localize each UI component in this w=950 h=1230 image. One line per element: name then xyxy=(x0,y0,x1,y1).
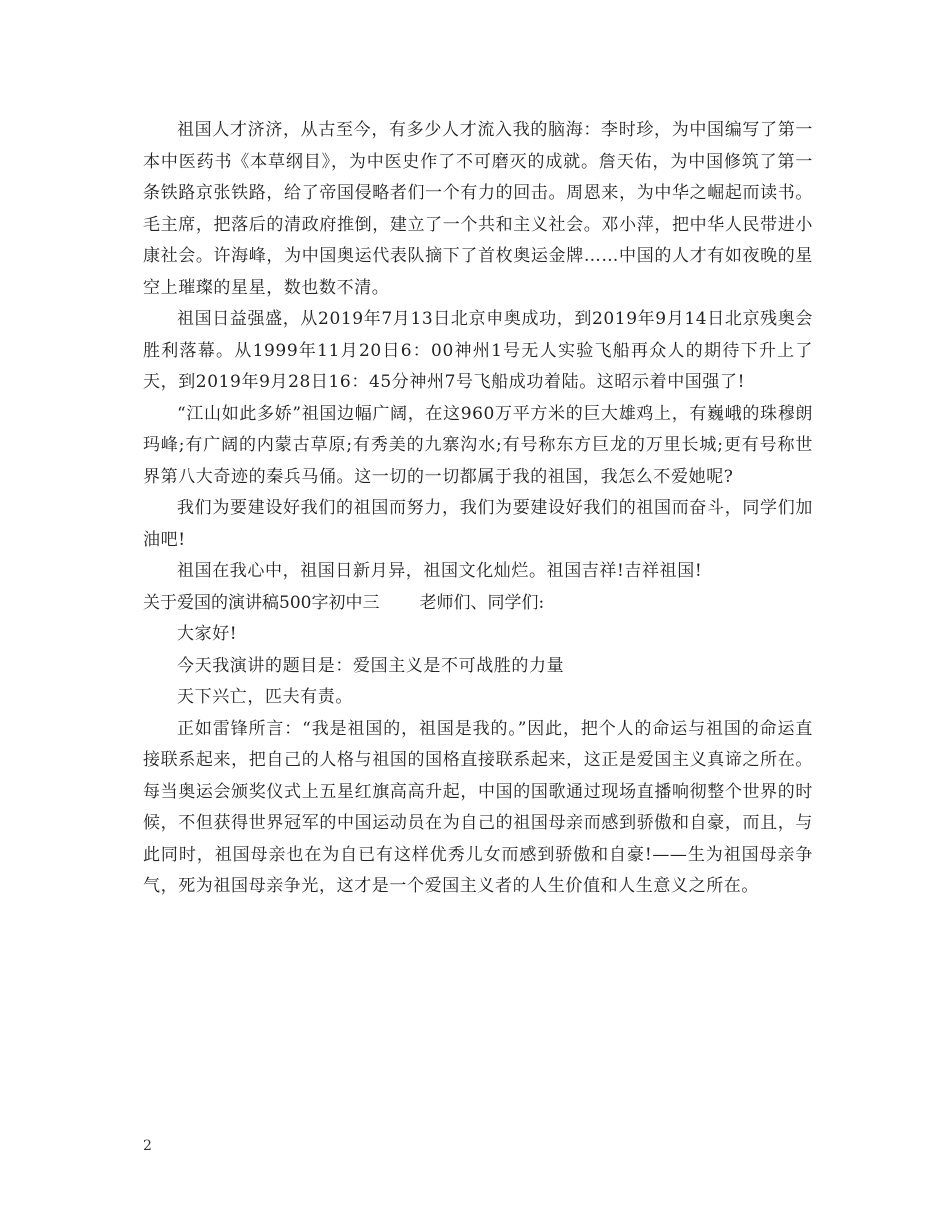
speech-salutation: 老师们、同学们: xyxy=(419,592,545,613)
document-body xyxy=(143,115,813,903)
speech-title: 关于爱国的演讲稿500字初中三 xyxy=(143,592,380,613)
paragraph-leifeng: 正如雷锋所言：“我是祖国的，祖国是我的。”因此，把个人的命运与祖国的命运直接联系起来，把自己的人格与祖国的国格直接联系起来，这正是爱国主义真谛之所在。每当奥运会颁奖仪式上五星红旗高高升起，中国的国歌通过现场直播响彻整个世界的时候，不但获得世界冠军的中国运动员在为自己的祖国母亲而感到骄傲和自豪，而且，与此同时，祖国母亲也在为自已有这样优秀儿女而感到骄傲和自豪!——生为祖国母亲争气，死为祖国母亲争光，这才是一个爱国主义者的人生价值和人生意义之所在。 xyxy=(143,718,813,896)
paragraph-greeting: 大家好! xyxy=(177,624,238,644)
speech-heading-line xyxy=(143,588,813,620)
paragraph-topic: 今天我演讲的题目是：爱国主义是不可战胜的力量 xyxy=(177,655,565,676)
paragraph-proverb: 天下兴亡，匹夫有责。 xyxy=(177,687,353,707)
paragraph-talents: 祖国人才济济，从古至今，有多少人才流入我的脑海：李时珍，为中国编写了第一本中医药书《本草纲目》，为中医史作了不可磨灭的成就。詹天佑，为中国修筑了第一条铁路京张铁路，给了帝国侵略者们一个有力的回击。周恩来，为中华之崛起而读书。毛主席，把落后的清政府推倒，建立了一个共和主义社会。邓小萍，把中华人民带进小康社会。许海峰，为中国奥运代表队摘下了首枚奥运金牌……中国的人才有如夜晚的星空上璀璨的星星，数也数不清。 xyxy=(143,120,813,298)
paragraph-blessing: 祖国在我心中，祖国日新月异，祖国文化灿烂。祖国吉祥!吉祥祖国! xyxy=(177,561,703,581)
paragraph-strength: 祖国日益强盛，从2019年7月13日北京申奥成功，到2019年9月14日北京残奥会胜利落幕。从1999年11月20日6：00神州1号无人实验飞船再众人的期待下升上了天，到2019年9月28日16：45分神州7号飞船成功着陆。这昭示着中国强了! xyxy=(143,309,813,392)
page-number: 2 xyxy=(143,1138,152,1154)
paragraph-effort: 我们为要建设好我们的祖国而努力，我们为要建设好我们的祖国而奋斗，同学们加油吧! xyxy=(143,498,813,550)
paragraph-landscape: “江山如此多娇”祖国边幅广阔，在这960万平方米的巨大雄鸡上，有巍峨的珠穆朗玛峰;有广阔的内蒙古草原;有秀美的九寨沟水;有号称东方巨龙的万里长城;更有号称世界第八大奇迹的秦兵马俑。这一切的一切都属于我的祖国，我怎么不爱她呢? xyxy=(143,403,813,487)
